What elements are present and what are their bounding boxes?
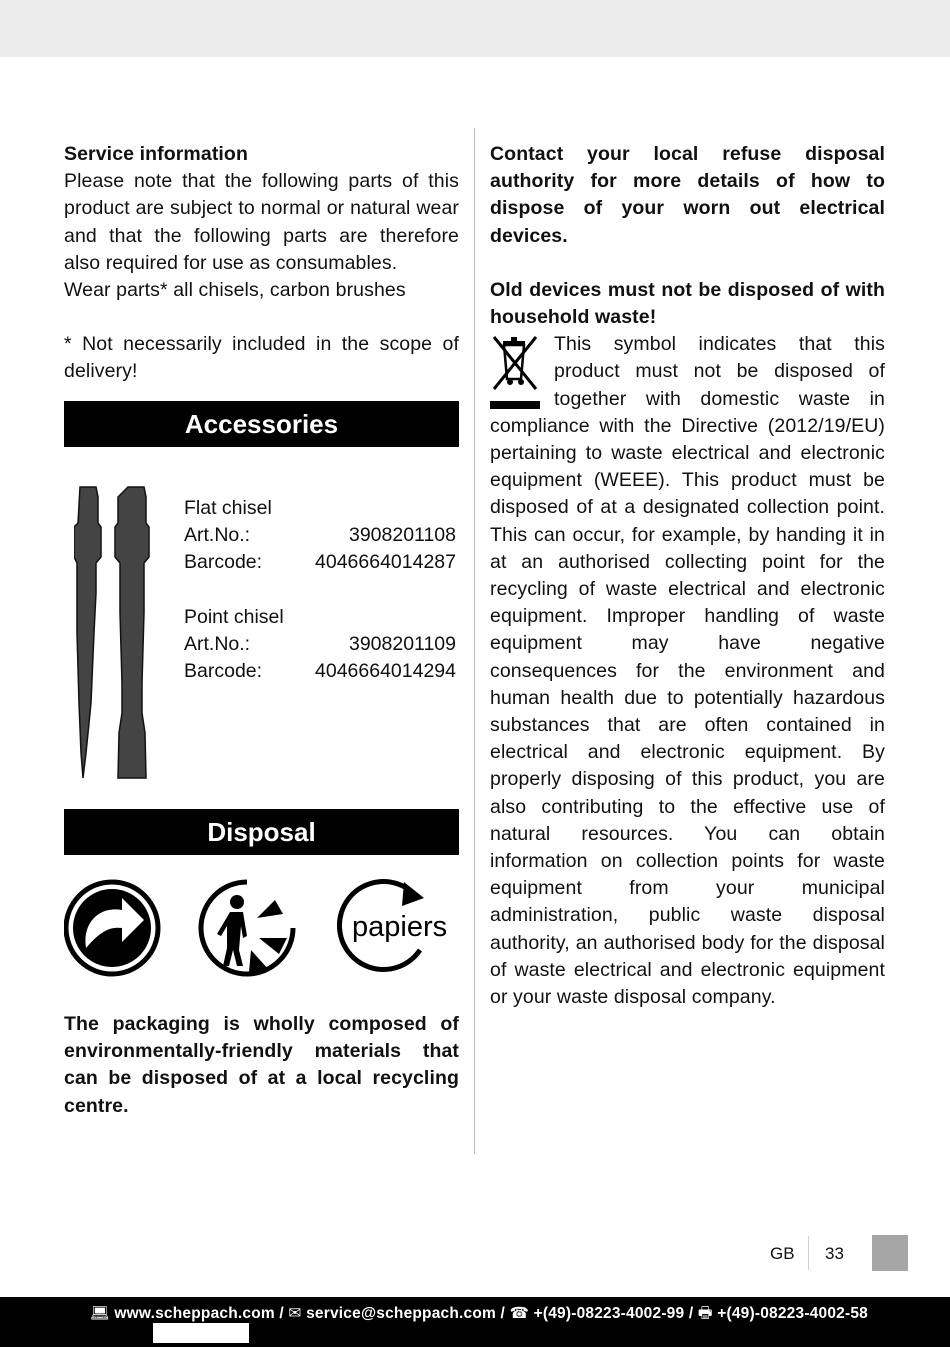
- weee-text: This symbol indicates that this product must not be disposed of together with domestic waste in compliance with the Directive (2012/19/EU) pertaining to waste electrical and electronic equipment (WEEE). This product must be disposed of at a designated collection point. This can occur, for example, by handing it in at an authorised collecting point for the recycling of waste electrical and electronic equipment. Improper handling of waste equipment may have negative consequences for the environment and human health due to potentially hazardous substances that are often contained in electrical and electronic equipment. By properly disposing of this product, you are also contributing to the effective use of natural resources. You can obtain information on collection points for waste equipment from your municipal administration, public waste disposal authority, an authorised body for the disposal of waste electrical and electronic equipment or your waste disposal company.: [490, 333, 885, 1009]
- list-item: [184, 604, 456, 686]
- footer-bar-marker: [153, 1323, 249, 1343]
- email-link[interactable]: service@scheppach.com: [306, 1305, 497, 1322]
- artno-label: Art.No.:: [184, 632, 251, 655]
- wear-parts: Wear parts* all chisels, carbon brushes: [64, 279, 406, 302]
- page-tab-marker: [872, 1235, 908, 1271]
- artno-value: 3908201109: [348, 632, 456, 655]
- page-number: 33: [825, 1244, 844, 1263]
- contact-text: Contact your local refuse disposal authority for more details of how to dispose of your worn out electrical devices.: [490, 143, 885, 247]
- artno-value: 3908201108: [348, 524, 456, 547]
- right-column: [490, 141, 885, 1011]
- item-name: Flat chisel: [184, 497, 272, 519]
- list-item: [184, 495, 456, 577]
- tidyman-icon: [201, 882, 293, 974]
- papiers-logo-icon: [339, 881, 447, 969]
- packaging-block: [64, 1011, 459, 1120]
- mail-icon: ✉︎: [288, 1305, 302, 1322]
- barcode-label: Barcode:: [184, 660, 263, 683]
- barcode-label: Barcode:: [184, 551, 263, 574]
- service-text: Please note that the following parts of this product are subject to normal or natural wear and that the following parts are therefore also required for use as consumables.: [64, 170, 459, 274]
- service-title: Service information: [64, 143, 248, 165]
- phone-icon: ☎: [509, 1305, 530, 1322]
- fax-icon: 🖶︎: [697, 1305, 713, 1322]
- packaging-text: The packaging is wholly composed of environmentally-friendly materials that can be disposed of at a local recycling centre.: [64, 1013, 459, 1117]
- recycling-logos: [64, 878, 459, 978]
- barcode-value: 4046664014294: [315, 660, 456, 683]
- footer: [0, 1297, 950, 1347]
- column-divider: [474, 128, 475, 1154]
- fax-number: +(49)-08223-4002-58: [717, 1305, 868, 1322]
- papiers-text: papiers: [352, 911, 448, 943]
- accessories-banner: Accessories: [64, 401, 459, 447]
- computer-icon: 💻︎: [90, 1305, 110, 1322]
- crossed-bin-icon: [490, 333, 542, 411]
- disposal-banner: Disposal: [64, 809, 459, 855]
- footnote: * Not necessarily included in the scope of delivery!: [64, 333, 459, 383]
- chisels-image: [74, 483, 154, 783]
- phone-number: +(49)-08223-4002-99: [533, 1305, 685, 1322]
- footer-contacts: 💻︎ www.scheppach.com / ✉︎ service@scheppach.com / ☎ +(49)-08223-4002-99 / 🖶︎ +(49)-08223-4002-58: [90, 1305, 868, 1322]
- website-link[interactable]: www.scheppach.com: [114, 1305, 275, 1322]
- artno-label: Art.No.:: [184, 524, 251, 547]
- old-devices-warning: Old devices must not be disposed of with household waste!: [490, 278, 885, 329]
- accessories-list: [184, 495, 456, 685]
- item-name: Point chisel: [184, 605, 284, 628]
- left-column: [64, 141, 459, 386]
- top-band: [0, 0, 950, 57]
- language-code: GB: [770, 1244, 795, 1263]
- page-separator: [808, 1236, 809, 1270]
- barcode-value: 4046664014287: [315, 551, 456, 574]
- green-dot-icon: [66, 882, 158, 974]
